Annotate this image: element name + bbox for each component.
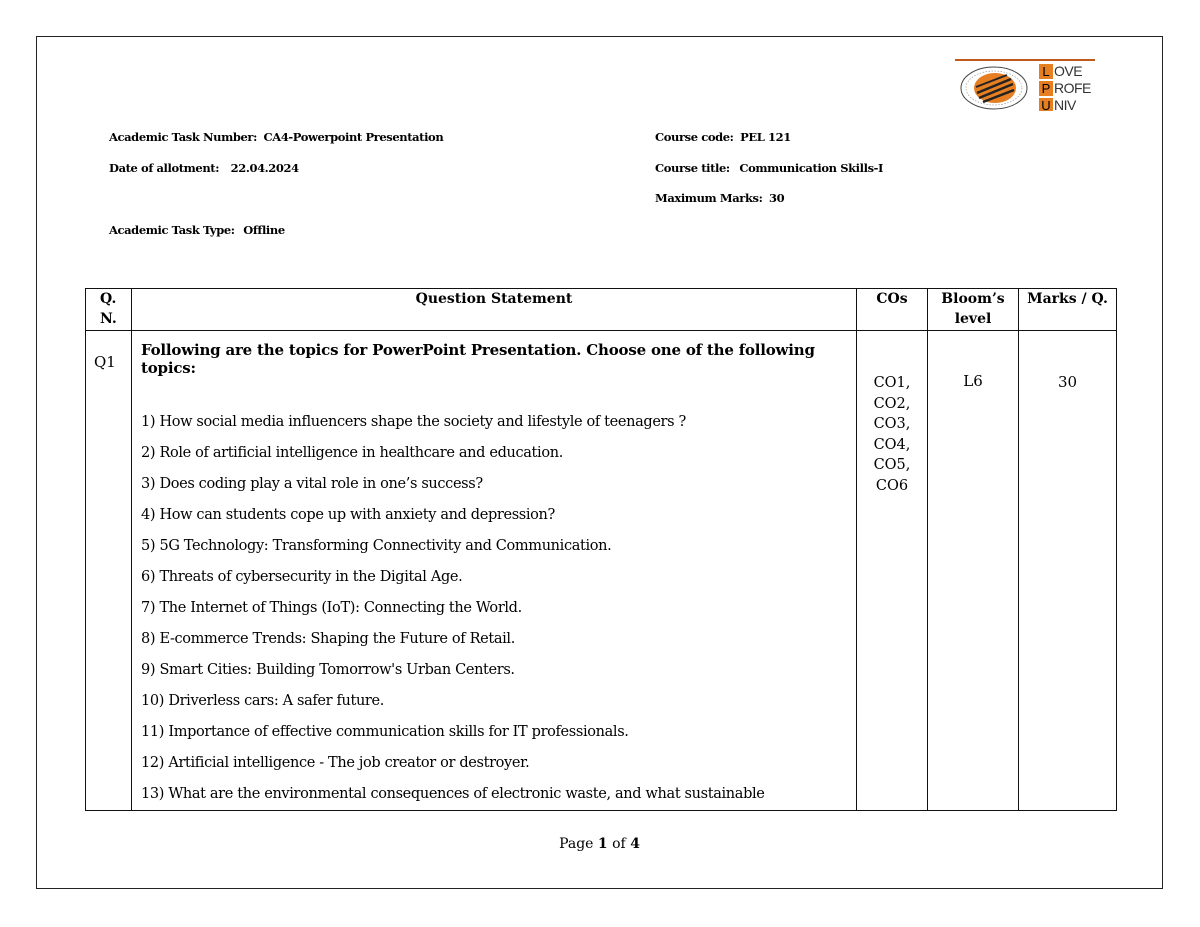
cos-cell	[857, 331, 928, 811]
cos-header: COs	[857, 289, 928, 331]
statement-header: Question Statement	[132, 289, 857, 331]
course-code-line	[655, 130, 791, 144]
page-word: Page	[559, 836, 594, 852]
logo-word-2: ROFE	[1054, 79, 1091, 96]
current-page: 1	[597, 836, 608, 852]
list-item: 10) Driverless cars: A safer future.	[141, 693, 385, 709]
table-row	[86, 331, 1117, 811]
task-number-value: CA4-Powerpoint Presentation	[263, 130, 444, 144]
course-title-label: Course title:	[655, 161, 730, 175]
list-item: 6) Threats of cybersecurity in the Digital Age.	[141, 569, 463, 585]
co-item: CO4,	[873, 436, 911, 453]
topic-list	[141, 407, 856, 810]
bloom-level: L6	[928, 331, 1019, 811]
logo-rule	[955, 59, 1095, 61]
course-code-label: Course code:	[655, 130, 734, 144]
task-type-value: Offline	[243, 223, 285, 237]
logo-letter-p: P	[1039, 81, 1053, 96]
co-item: CO6	[875, 477, 909, 494]
qn-header: Q. N.	[86, 289, 132, 331]
course-code-value: PEL 121	[740, 130, 791, 144]
max-marks-value: 30	[769, 191, 785, 205]
logo-letter-u: U	[1039, 98, 1053, 112]
marks-header: Marks / Q.	[1019, 289, 1117, 331]
total-pages: 4	[630, 836, 640, 852]
logo-word-3: NIV	[1054, 96, 1076, 111]
logo-letter-l: L	[1039, 64, 1053, 79]
question-statement-cell	[132, 331, 857, 811]
list-item: 12) Artificial intelligence - The job creator or destroyer.	[141, 755, 530, 771]
course-title-value: Communication Skills-I	[739, 161, 884, 175]
list-item: 5) 5G Technology: Transforming Connectivity and Communication.	[141, 538, 612, 554]
max-marks-line	[655, 191, 784, 205]
max-marks-label: Maximum Marks:	[655, 191, 763, 205]
logo-wordmark	[1039, 63, 1091, 111]
list-item: 9) Smart Cities: Building Tomorrow's Urban Centers.	[141, 662, 515, 678]
list-item: 1) How social media influencers shape the society and lifestyle of teenagers ?	[141, 414, 686, 430]
marks-per-question: 30	[1019, 331, 1117, 811]
date-label: Date of allotment:	[109, 161, 220, 175]
co-item: CO5,	[873, 457, 911, 473]
page-footer	[37, 836, 1162, 852]
co-item: CO3,	[873, 416, 911, 432]
university-seal-icon	[959, 65, 1029, 111]
logo-word-1: OVE	[1054, 62, 1083, 79]
list-item: 3) Does coding play a vital role in one’s success?	[141, 476, 483, 492]
question-table	[85, 288, 1117, 811]
bloom-header: Bloom’s level	[928, 289, 1019, 331]
list-item: 4) How can students cope up with anxiety and depression?	[141, 507, 555, 523]
task-type-line	[109, 223, 285, 237]
university-logo	[955, 59, 1095, 111]
table-header-row	[86, 289, 1117, 331]
co-item: CO2,	[873, 395, 911, 412]
task-number-line	[109, 130, 443, 144]
question-intro: Following are the topics for PowerPoint Presentation. Choose one of the following topics:	[141, 341, 815, 377]
list-item: 13) What are the environmental consequences of electronic waste, and what sustainable	[141, 786, 765, 802]
list-item: 8) E-commerce Trends: Shaping the Future of Retail.	[141, 631, 515, 647]
date-value: 22.04.2024	[230, 161, 299, 175]
course-title-line	[655, 161, 883, 175]
list-item: 2) Role of artificial intelligence in healthcare and education.	[141, 445, 563, 461]
task-type-label: Academic Task Type:	[109, 223, 235, 237]
question-number: Q1	[86, 331, 132, 811]
co-item: CO1,	[873, 375, 911, 391]
list-item: 7) The Internet of Things (IoT): Connecting the World.	[141, 600, 522, 616]
document-page	[36, 36, 1163, 889]
list-item: 11) Importance of effective communication skills for IT professionals.	[141, 724, 629, 740]
date-line	[109, 161, 299, 175]
of-word: of	[612, 836, 626, 852]
task-number-label: Academic Task Number:	[109, 130, 257, 144]
